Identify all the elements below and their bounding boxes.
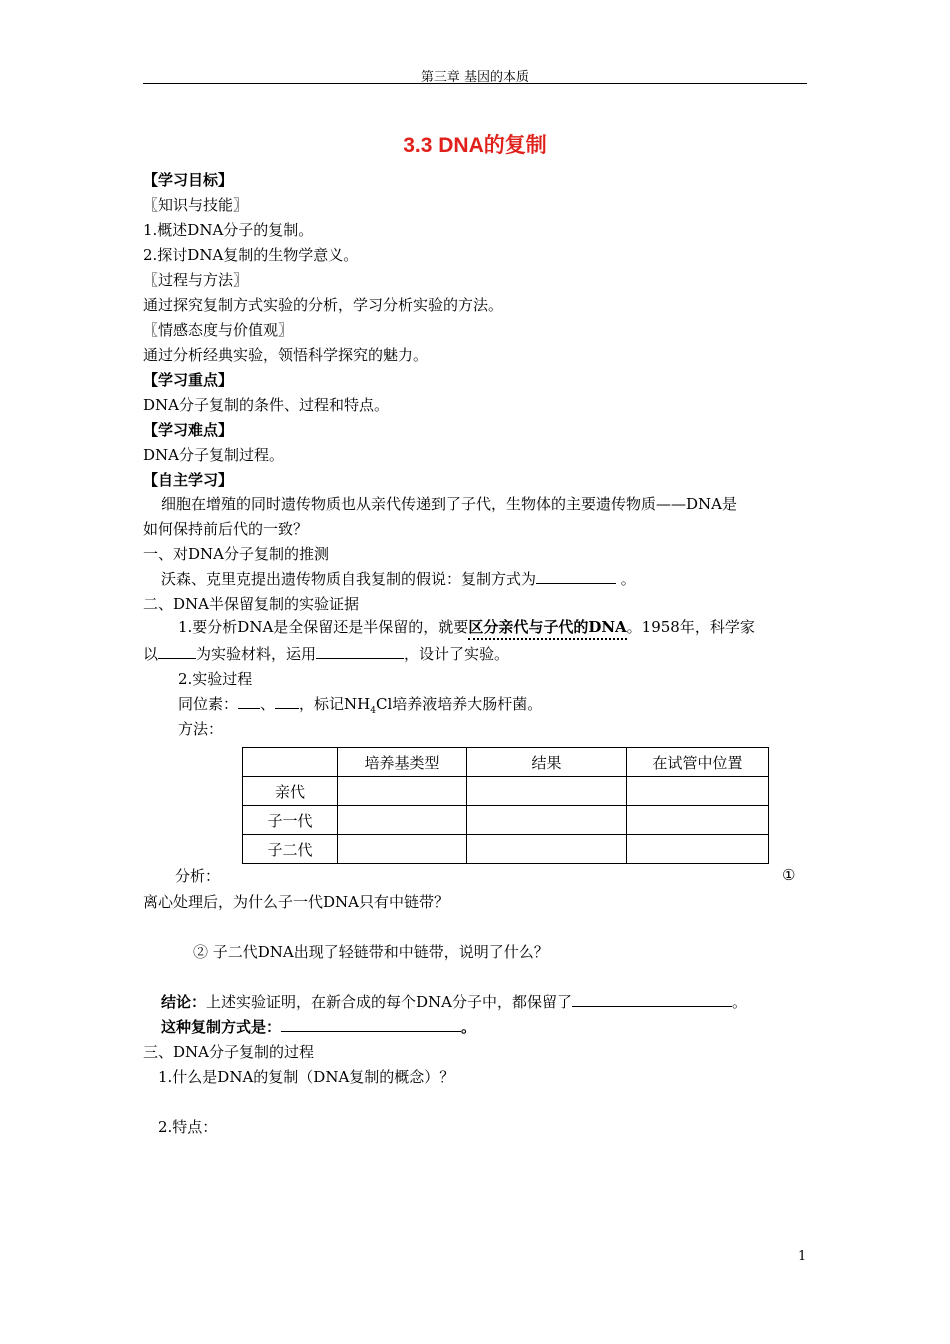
s2-1b: 。1958年，科学家 <box>626 618 755 636</box>
section2-item1-line1 <box>178 617 755 637</box>
table-row <box>243 835 769 864</box>
analysis-question-1: 离心处理后，为什么子一代DNA只有中链带？ <box>143 893 449 911</box>
section1-heading: 一、对DNA分子复制的推测 <box>143 545 329 563</box>
section2-item1-line2 <box>143 644 509 664</box>
attitude-heading: 〖情感态度与价值观〗 <box>143 321 294 339</box>
knowledge-item-2: 2.探讨DNA复制的生物学意义。 <box>143 246 359 264</box>
section1-text-a: 沃森、克里克提出遗传物质自我复制的假说：复制方式为 <box>161 570 537 588</box>
row-label: 亲代 <box>243 777 338 806</box>
section2-item2: 2.实验过程 <box>178 670 253 688</box>
table-row <box>243 777 769 806</box>
focus-text: DNA分子复制的条件、过程和特点。 <box>143 396 389 414</box>
analysis-circle-1: ① <box>782 866 796 884</box>
table-cell[interactable] <box>338 806 467 835</box>
table-cell[interactable] <box>627 835 769 864</box>
focus-heading: 【学习重点】 <box>143 371 234 389</box>
s2-1d: 为实验材料，运用 <box>196 645 317 663</box>
blank-replication-mode[interactable] <box>536 569 616 584</box>
table-cell[interactable] <box>467 777 627 806</box>
running-header: 第三章 基因的本质 <box>420 70 530 85</box>
blank-isotope-2[interactable] <box>275 694 299 709</box>
knowledge-item-1: 1.概述DNA分子的复制。 <box>143 221 314 239</box>
analysis-label: 分析： <box>175 867 221 885</box>
table-cell[interactable] <box>338 777 467 806</box>
isotope-text-b: ，标记NH <box>299 695 371 713</box>
conclusion-text-b: 。 <box>732 993 748 1011</box>
table-cell[interactable] <box>627 777 769 806</box>
page-number: 1 <box>798 1249 807 1264</box>
table-header-cell <box>243 748 338 777</box>
section1-text <box>161 569 636 589</box>
table-header-cell: 培养基类型 <box>338 748 467 777</box>
blank-technique[interactable] <box>316 644 404 659</box>
difficulty-text: DNA分子复制过程。 <box>143 446 284 464</box>
row-label: 子二代 <box>243 835 338 864</box>
table-cell[interactable] <box>467 806 627 835</box>
analysis-question-2: ② 子二代DNA出现了轻链带和中链带，说明了什么？ <box>193 943 549 961</box>
intro-line-2: 如何保持前后代的一致？ <box>143 520 309 538</box>
process-heading: 〖过程与方法〗 <box>143 271 249 289</box>
conclusion-line <box>161 992 747 1012</box>
blank-isotope-1[interactable] <box>238 694 260 709</box>
mode-label: 这种复制方式是： <box>161 1018 282 1036</box>
knowledge-heading: 〖知识与技能〗 <box>143 196 249 214</box>
row-label: 子一代 <box>243 806 338 835</box>
process-item-1: 通过探究复制方式实验的分析，学习分析实验的方法。 <box>143 296 504 314</box>
isotope-label: 同位素： <box>178 695 239 713</box>
blank-material[interactable] <box>158 644 196 659</box>
table-header-cell: 在试管中位置 <box>627 748 769 777</box>
self-study-heading: 【自主学习】 <box>143 471 234 489</box>
page-title: 3.3 DNA的复制 <box>403 134 547 157</box>
section1-text-b: 。 <box>620 570 636 588</box>
table-cell[interactable] <box>627 806 769 835</box>
s2-1c: 以 <box>143 645 159 663</box>
isotope-line <box>178 694 542 721</box>
objectives-heading: 【学习目标】 <box>143 171 234 189</box>
difficulty-heading: 【学习难点】 <box>143 421 234 439</box>
table-row <box>243 806 769 835</box>
section3-heading: 三、DNA分子复制的过程 <box>143 1043 314 1061</box>
table-header-row <box>243 748 769 777</box>
intro-line-1: 细胞在增殖的同时遗传物质也从亲代传递到了子代，生物体的主要遗传物质——DNA是 <box>161 495 737 513</box>
header-rule <box>143 83 807 84</box>
table-cell[interactable] <box>338 835 467 864</box>
blank-conclusion[interactable] <box>572 992 732 1007</box>
isotope-subscript: 4 <box>370 706 376 716</box>
method-label: 方法： <box>178 720 224 738</box>
experiment-table <box>242 747 769 864</box>
table-cell[interactable] <box>467 835 627 864</box>
s2-emphasis: 区分亲代与子代的DNA <box>468 618 626 640</box>
blank-mode[interactable] <box>281 1017 461 1032</box>
section2-heading: 二、DNA半保留复制的实验证据 <box>143 595 359 613</box>
attitude-item-1: 通过分析经典实验，领悟科学探究的魅力。 <box>143 346 429 364</box>
section3-question-2: 2.特点： <box>158 1118 218 1136</box>
s2-1a: 1.要分析DNA是全保留还是半保留的，就要 <box>178 618 469 636</box>
isotope-sep: 、 <box>260 695 276 713</box>
mode-end: 。 <box>461 1018 477 1036</box>
table-header-cell: 结果 <box>467 748 627 777</box>
isotope-text-c: Cl培养液培养大肠杆菌。 <box>375 695 543 713</box>
section3-question-1: 1.什么是DNA的复制（DNA复制的概念）？ <box>158 1068 455 1086</box>
conclusion-label: 结论： <box>161 993 207 1011</box>
conclusion-text-a: 上述实验证明，在新合成的每个DNA分子中，都保留了 <box>206 993 573 1011</box>
mode-line <box>161 1017 476 1037</box>
s2-1e: ，设计了实验。 <box>404 645 510 663</box>
